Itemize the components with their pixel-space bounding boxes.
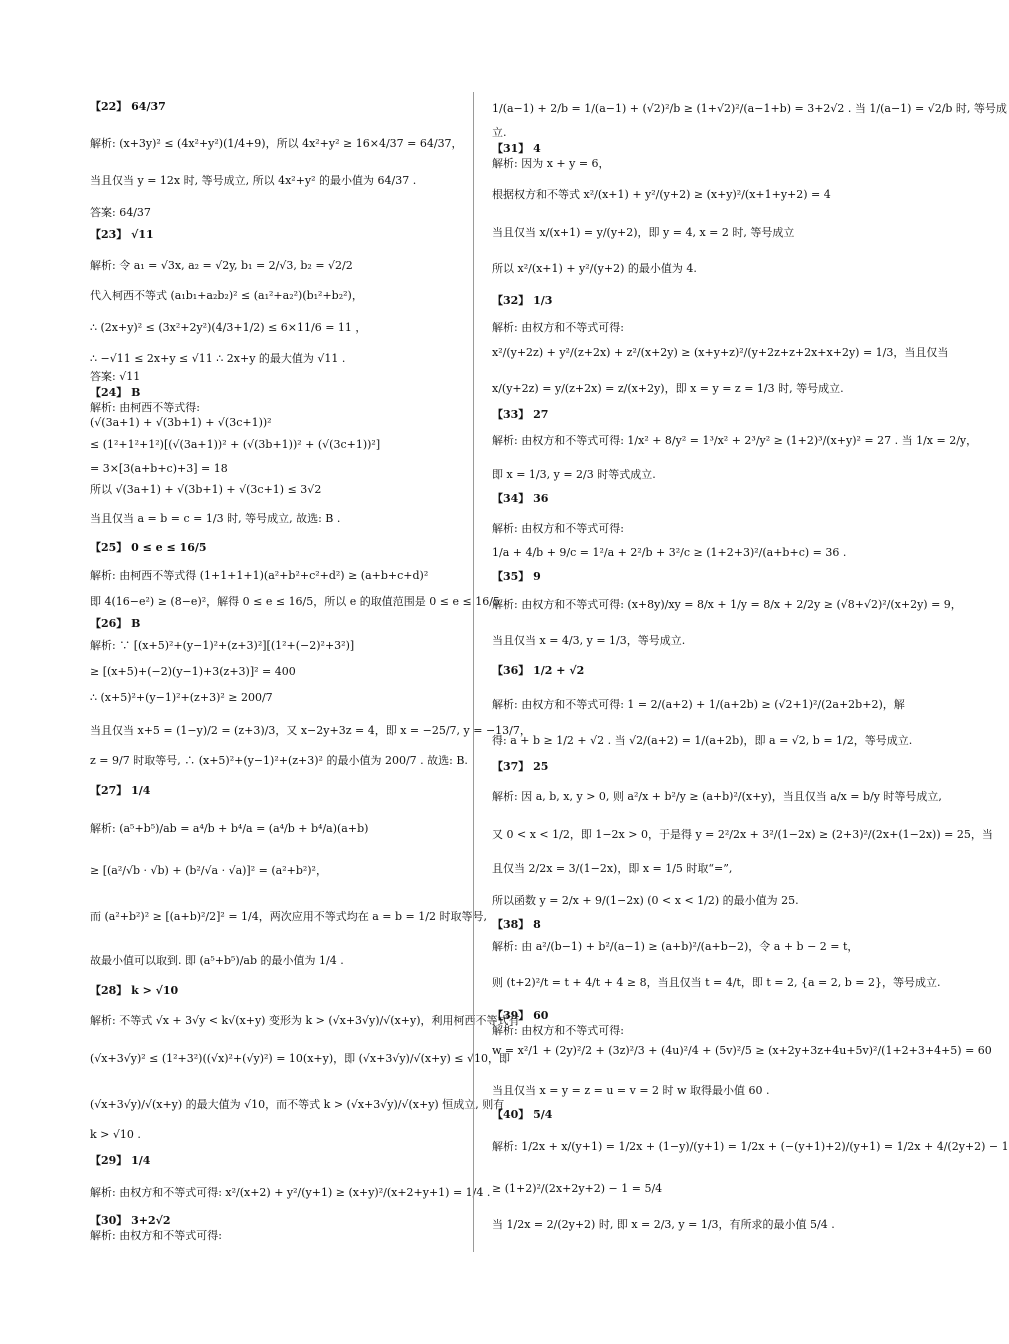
solution-line: 解析: 由权方和不等式可得: 1 = 2/(a+2) + 1/(a+2b) ≥ (√2+1)²/(2a+2b+2)，解 — [492, 698, 905, 711]
question-answer-heading: 【23】 √11 — [90, 228, 154, 241]
solution-line: 当且仅当 x+5 = (1−y)/2 = (z+3)/3，又 x−2y+3z = 4，即 x = −25/7, y = −13/7， — [90, 724, 531, 737]
question-answer-heading: 【24】 B — [90, 386, 141, 399]
question-answer-heading: 【33】 27 — [492, 408, 549, 421]
solution-line: 当且仅当 x = y = z = u = v = 2 时 w 取得最小值 60 . — [492, 1084, 770, 1097]
question-answer-heading: 【31】 4 — [492, 142, 541, 155]
solution-line: x²/(y+2z) + y²/(z+2x) + z²/(x+2y) ≥ (x+y+z)²/(y+2z+z+2x+x+2y) = 1/3，当且仅当 — [492, 346, 949, 359]
solution-line: = 3×[3(a+b+c)+3] = 18 — [90, 462, 228, 475]
solution-line: (√(3a+1) + √(3b+1) + √(3c+1))² — [90, 416, 272, 429]
solution-line: 即 4(16−e²) ≥ (8−e)²，解得 0 ≤ e ≤ 16/5，所以 e 的取值范围是 0 ≤ e ≤ 16/5 — [90, 595, 500, 608]
solution-line: ≥ [(a²/√b · √b) + (b²/√a · √a)]² = (a²+b²)²， — [90, 864, 327, 877]
solution-line: (√x+3√y)/√(x+y) 的最大值为 √10，而不等式 k > (√x+3√y)/√(x+y) 恒成立, 则有 — [90, 1098, 505, 1111]
question-answer-heading: 【35】 9 — [492, 570, 541, 583]
solution-line: 解析: 由权方和不等式可得: — [492, 1024, 624, 1037]
question-answer-heading: 【40】 5/4 — [492, 1108, 553, 1121]
solution-line: 当且仅当 x/(x+1) = y/(y+2)，即 y = 4, x = 2 时, 等号成立 — [492, 226, 795, 239]
solution-line: 解析: 由权方和不等式可得: — [492, 321, 624, 334]
solution-line: 解析: 由柯西不等式得: — [90, 401, 200, 414]
solution-line: (√x+3√y)² ≤ (1²+3²)((√x)²+(√y)²) = 10(x+y)，即 (√x+3√y)/√(x+y) ≤ √10，即 — [90, 1052, 510, 1065]
question-answer-heading: 【29】 1/4 — [90, 1154, 151, 1167]
solution-line: 当且仅当 y = 12x 时, 等号成立, 所以 4x²+y² 的最小值为 64/37 . — [90, 174, 417, 187]
question-answer-heading: 【36】 1/2 + √2 — [492, 664, 585, 677]
solution-line: k > √10 . — [90, 1128, 141, 1141]
solution-line: ∴ (x+5)²+(y−1)²+(z+3)² ≥ 200/7 — [90, 691, 273, 704]
question-answer-heading: 【32】 1/3 — [492, 294, 553, 307]
solution-line: 1/a + 4/b + 9/c = 1²/a + 2²/b + 3²/c ≥ (1+2+3)²/(a+b+c) = 36 . — [492, 546, 847, 559]
solution-line: 即 x = 1/3, y = 2/3 时等式成立. — [492, 468, 656, 481]
solution-line: 所以函数 y = 2/x + 9/(1−2x) (0 < x < 1/2) 的最小值为 25. — [492, 894, 799, 907]
solution-line: 且仅当 2/2x = 3/(1−2x)，即 x = 1/5 时取“=”, — [492, 862, 733, 875]
solution-line: 解析: 令 a₁ = √3x, a₂ = √2y, b₁ = 2/√3, b₂ = √2/2 — [90, 259, 353, 272]
solution-line: w = x²/1 + (2y)²/2 + (3z)²/3 + (4u)²/4 + (5v)²/5 ≥ (x+2y+3z+4u+5v)²/(1+2+3+4+5) = 60 — [492, 1044, 992, 1057]
solution-line: z = 9/7 时取等号, ∴ (x+5)²+(y−1)²+(z+3)² 的最小值为 200/7 . 故选: B. — [90, 754, 468, 767]
solution-line: ∴ (2x+y)² ≤ (3x²+2y²)(4/3+1/2) ≤ 6×11/6 = 11 ， — [90, 321, 367, 334]
question-answer-heading: 【28】 k > √10 — [90, 984, 179, 997]
solution-line: 根据权方和不等式 x²/(x+1) + y²/(y+2) ≥ (x+y)²/(x+1+y+2) = 4 — [492, 188, 831, 201]
solution-line: 当且仅当 a = b = c = 1/3 时, 等号成立, 故选: B . — [90, 512, 341, 525]
question-answer-heading: 【34】 36 — [492, 492, 549, 505]
question-answer-heading: 【25】 0 ≤ e ≤ 16/5 — [90, 541, 207, 554]
solution-line: 解析: 由权方和不等式可得: — [90, 1229, 222, 1242]
solution-line: 得: a + b ≥ 1/2 + √2 . 当 √2/(a+2) = 1/(a+2b)，即 a = √2, b = 1/2，等号成立. — [492, 734, 913, 747]
solution-line: 1/(a−1) + 2/b = 1/(a−1) + (√2)²/b ≥ (1+√2)²/(a−1+b) = 3+2√2 . 当 1/(a−1) = √2/b 时, 等号成 — [492, 102, 1007, 115]
solution-line: ≥ [(x+5)+(−2)(y−1)+3(z+3)]² = 400 — [90, 665, 296, 678]
solution-line: 立. — [492, 126, 507, 139]
solution-line: 解析: 由柯西不等式得 (1+1+1+1)(a²+b²+c²+d²) ≥ (a+b+c+d)² — [90, 569, 429, 582]
solution-line: 解析: ∵ [(x+5)²+(y−1)²+(z+3)²][(1²+(−2)²+3²)] — [90, 639, 355, 652]
solution-line: 解析: 由权方和不等式可得: x²/(x+2) + y²/(y+1) ≥ (x+y)²/(x+2+y+1) = 1/4 . — [90, 1186, 491, 1199]
solution-line: 解析: 由权方和不等式可得: — [492, 522, 624, 535]
solution-line: ≤ (1²+1²+1²)[(√(3a+1))² + (√(3b+1))² + (√(3c+1))²] — [90, 438, 381, 451]
solution-line: 当 1/2x = 2/(2y+2) 时, 即 x = 2/3, y = 1/3，有所求的最小值 5/4 . — [492, 1218, 835, 1231]
solution-line: 答案: √11 — [90, 370, 141, 383]
question-answer-heading: 【26】 B — [90, 617, 141, 630]
question-answer-heading: 【39】 60 — [492, 1009, 549, 1022]
question-answer-heading: 【38】 8 — [492, 918, 541, 931]
solution-line: 所以 √(3a+1) + √(3b+1) + √(3c+1) ≤ 3√2 — [90, 483, 322, 496]
solution-line: 又 0 < x < 1/2，即 1−2x > 0，于是得 y = 2²/2x + 3²/(1−2x) ≥ (2+3)²/(2x+(1−2x)) = 25，当 — [492, 828, 993, 841]
solution-line: 所以 x²/(x+1) + y²/(y+2) 的最小值为 4. — [492, 262, 697, 275]
solution-line: 解析: (a⁵+b⁵)/ab = a⁴/b + b⁴/a = (a⁴/b + b⁴/a)(a+b) — [90, 822, 369, 835]
solution-line: x/(y+2z) = y/(z+2x) = z/(x+2y)，即 x = y = z = 1/3 时, 等号成立. — [492, 382, 844, 395]
question-answer-heading: 【22】 64/37 — [90, 100, 166, 113]
solution-line: 解析: 因 a, b, x, y > 0, 则 a²/x + b²/y ≥ (a+b)²/(x+y)，当且仅当 a/x = b/y 时等号成立, — [492, 790, 942, 803]
solution-line: 则 (t+2)²/t = t + 4/t + 4 ≥ 8，当且仅当 t = 4/t，即 t = 2, {a = 2, b = 2}，等号成立. — [492, 976, 941, 989]
question-answer-heading: 【27】 1/4 — [90, 784, 151, 797]
solution-line: ∴ −√11 ≤ 2x+y ≤ √11 ∴ 2x+y 的最大值为 √11 . — [90, 352, 346, 365]
solution-line: 代入柯西不等式 (a₁b₁+a₂b₂)² ≤ (a₁²+a₂²)(b₁²+b₂²)， — [90, 289, 363, 302]
solution-line: 解析: 由 a²/(b−1) + b²/(a−1) ≥ (a+b)²/(a+b−2)，令 a + b − 2 = t， — [492, 940, 859, 953]
solution-line: 解析: 因为 x + y = 6， — [492, 157, 610, 170]
solution-line: 解析: (x+3y)² ≤ (4x²+y²)(1/4+9)，所以 4x²+y² ≥ 16×4/37 = 64/37， — [90, 137, 463, 150]
column-divider — [473, 92, 474, 1252]
question-answer-heading: 【37】 25 — [492, 760, 549, 773]
solution-line: 解析: 1/2x + x/(y+1) = 1/2x + (1−y)/(y+1) = 1/2x + (−(y+1)+2)/(y+1) = 1/2x + 4/(2y+2) − 1 — [492, 1140, 1009, 1153]
solution-line: 故最小值可以取到. 即 (a⁵+b⁵)/ab 的最小值为 1/4 . — [90, 954, 344, 967]
solution-line: 答案: 64/37 — [90, 206, 151, 219]
solution-line: 解析: 由权方和不等式可得: (x+8y)/xy = 8/x + 1/y = 8/x + 2/2y ≥ (√8+√2)²/(x+2y) = 9， — [492, 598, 962, 611]
solution-line: 解析: 由权方和不等式可得: 1/x² + 8/y² = 1³/x² + 2³/y² ≥ (1+2)³/(x+y)² = 27 . 当 1/x = 2/y， — [492, 434, 978, 447]
solution-line: 而 (a²+b²)² ≥ [(a+b)²/2]² = 1/4，两次应用不等式均在 a = b = 1/2 时取等号, — [90, 910, 487, 923]
solution-line: 解析: 不等式 √x + 3√y < k√(x+y) 变形为 k > (√x+3√y)/√(x+y)，利用柯西不等式有 — [90, 1014, 520, 1027]
solution-line: 当且仅当 x = 4/3, y = 1/3，等号成立. — [492, 634, 686, 647]
solution-line: ≥ (1+2)²/(2x+2y+2) − 1 = 5/4 — [492, 1182, 663, 1195]
question-answer-heading: 【30】 3+2√2 — [90, 1214, 171, 1227]
